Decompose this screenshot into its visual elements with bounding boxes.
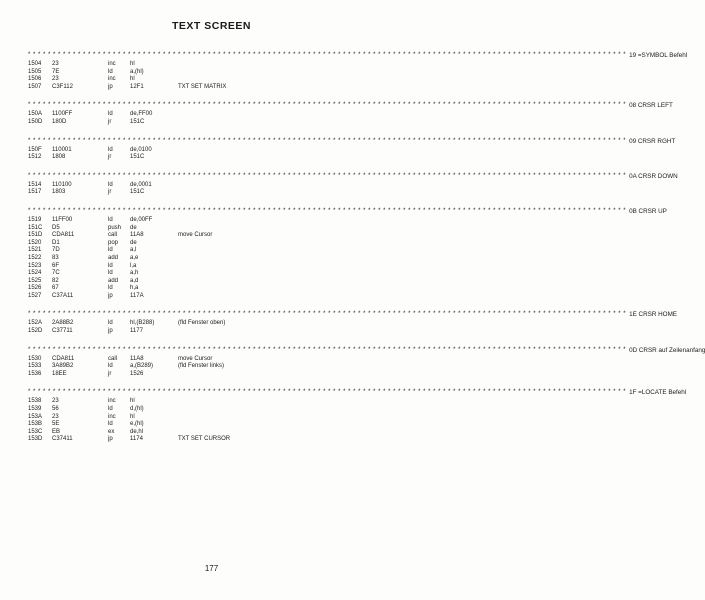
mnemonic-cell: inc [108,398,116,405]
mnemonic-cell: pop [108,239,119,246]
operand-cell: e,(hl) [130,421,144,428]
comment-cell [178,247,394,255]
address-cell: 1523 [28,262,42,269]
address-cell: 151C [28,224,43,231]
hex-bytes-cell: 1100FF [52,111,73,118]
mnemonic-cell: inc [108,61,116,67]
hex-bytes-cell: 82 [52,277,59,284]
address-cell: 1522 [28,254,42,261]
mnemonic-cell: inc [108,413,116,420]
mnemonic-cell: jr [108,370,112,377]
hex-bytes-cell: 110100 [52,181,72,188]
comment-cell [178,263,394,271]
code-line [28,285,394,293]
asterisk-rule: * * * * * * * * * * * * * * * * * * * * * * * * * * * * * * * * * * * * * * * * * * * * * * * * * * * * * * * * * * * * * * * * * * * * * * * * * * * * * * * * * * * * * * * * * * * * * * * * * * * * * * * * * * * * * * * * * * * * * * * * [28,102,627,109]
mnemonic-cell: inc [108,76,116,83]
section-label: 0B CRSR UP [629,207,667,215]
mnemonic-cell: jr [108,154,112,161]
comment-cell [178,406,394,414]
address-cell: 153B [28,421,43,428]
hex-bytes-cell: C37411 [52,436,73,443]
comment-cell: TXT SET CURSOR [178,436,231,443]
mnemonic-cell: jp [108,83,113,90]
code-line [28,371,394,379]
operand-cell: a,l [130,247,137,254]
code-line [28,154,394,162]
hex-bytes-cell: 1808 [52,154,66,161]
mnemonic-cell: ld [108,111,113,118]
comment-cell [178,371,394,379]
operand-cell: 1526 [130,370,144,377]
comment-cell: (fld Fenster oben) [178,320,226,327]
hex-bytes-cell: 1803 [52,189,66,196]
code-line [28,414,394,422]
hex-bytes-cell: EB [52,428,61,435]
address-cell: 1521 [28,247,42,254]
listing-section [28,100,673,126]
mnemonic-cell: ld [108,68,113,75]
operand-cell: de,hl [130,428,144,435]
comment-cell [178,217,394,225]
code-line [28,406,394,414]
section-label: 0A CRSR DOWN [629,172,678,180]
code-line [28,119,394,127]
hex-bytes-cell: 110001 [52,146,72,153]
hex-bytes-cell: 3A89B2 [52,363,74,370]
code-line [28,436,394,444]
mnemonic-cell: call [108,232,118,239]
operand-cell: hl [130,398,135,405]
mnemonic-cell: jp [108,292,113,299]
code-line [28,263,394,271]
code-line [28,147,394,155]
address-cell: 1507 [28,83,42,90]
operand-cell: h,a [130,285,139,292]
operand-cell: hl [130,413,135,420]
address-cell: 151D [28,232,43,239]
code-line [28,328,394,336]
operand-cell: l,a [130,262,137,269]
address-cell: 1517 [28,189,42,196]
hex-bytes-cell: 5E [52,421,60,428]
mnemonic-cell: jp [108,328,113,335]
operand-cell: 151C [130,189,145,196]
operand-cell: d,(hl) [130,406,144,413]
hex-bytes-cell: 23 [52,413,59,420]
mnemonic-cell: jr [108,189,112,196]
mnemonic-cell: ld [108,421,113,428]
section-label: 1E CRSR HOME [629,311,678,319]
mnemonic-cell: jp [108,436,113,443]
listing-section [28,309,678,335]
operand-cell: hl,(B288) [130,320,155,327]
address-cell: 153A [28,413,43,420]
code-line [28,421,394,429]
code-line [28,293,394,301]
comment-cell [178,421,394,429]
comment-cell: TXT SET MATRIX [178,83,227,90]
mnemonic-cell: ld [108,146,113,153]
comment-cell [178,61,394,69]
section-label: 0D CRSR auf Zeilenanfang [629,346,705,354]
operand-cell: 11A8 [130,355,144,362]
address-cell: 152D [28,328,43,335]
hex-bytes-cell: C37A11 [52,292,74,299]
mnemonic-cell: push [108,224,122,231]
hex-bytes-cell: D1 [52,239,60,246]
listing-section [28,171,678,197]
comment-cell: (fld Fenster links) [178,363,225,370]
page-title: TEXT SCREEN [171,20,251,32]
operand-cell: a,d [130,277,139,284]
comment-cell [178,429,394,437]
address-cell: 1504 [28,61,42,67]
address-cell: 1514 [28,181,42,188]
code-line [28,232,394,240]
operand-cell: 151C [130,154,145,161]
mnemonic-cell: ld [108,285,113,292]
mnemonic-cell: ld [108,247,113,254]
section-separator [28,309,678,320]
code-line [28,429,394,437]
comment-cell [178,189,394,197]
comment-cell [178,414,394,422]
comment-cell [178,285,394,293]
hex-bytes-cell: 56 [52,406,59,413]
operand-cell: de,00FF [130,216,153,223]
section-separator [28,387,687,398]
mnemonic-cell: call [108,355,118,362]
code-line [28,247,394,255]
section-separator [28,345,705,356]
asterisk-rule: * * * * * * * * * * * * * * * * * * * * * * * * * * * * * * * * * * * * * * * * * * * * * * * * * * * * * * * * * * * * * * * * * * * * * * * * * * * * * * * * * * * * * * * * * * * * * * * * * * * * * * * * * * * * * * * * * * * * * * * * [28,389,627,396]
hex-bytes-cell: 180D [52,118,67,125]
operand-cell: 11A8 [130,232,144,239]
comment-cell [178,270,394,278]
address-cell: 1530 [28,355,42,362]
listing-section [28,136,676,162]
asterisk-rule: * * * * * * * * * * * * * * * * * * * * * * * * * * * * * * * * * * * * * * * * * * * * * * * * * * * * * * * * * * * * * * * * * * * * * * * * * * * * * * * * * * * * * * * * * * * * * * * * * * * * * * * * * * * * * * * * * * * * * * * * [28,346,627,353]
code-line [28,182,394,190]
operand-cell: hl [130,76,135,83]
operand-cell: 1174 [130,436,143,443]
address-cell: 1533 [28,363,42,370]
mnemonic-cell: ld [108,406,113,413]
operand-cell: 1177 [130,328,143,335]
operand-cell: 151C [130,118,145,125]
comment-cell: move Cursor [178,355,213,362]
section-separator [28,136,676,147]
hex-bytes-cell: C3F112 [52,83,73,90]
code-line [28,225,394,233]
code-line [28,278,394,286]
listing-section [28,50,688,91]
mnemonic-cell: ld [108,270,113,277]
code-line [28,61,394,69]
comment-cell [178,293,394,301]
hex-bytes-cell: C37711 [52,328,73,335]
code-line [28,76,394,84]
operand-cell: a,h [130,270,139,277]
comment-cell [178,255,394,263]
hex-bytes-cell: 7E [52,68,60,75]
address-cell: 1526 [28,285,42,292]
mnemonic-cell: jr [108,118,112,125]
section-label: 1F =LOCATE Befehl [629,389,687,397]
operand-cell: 12F1 [130,83,144,90]
address-cell: 150A [28,111,43,118]
hex-bytes-cell: 11FF00 [52,216,73,223]
address-cell: 1519 [28,216,42,223]
address-cell: 152A [28,320,43,327]
operand-cell: a,e [130,254,139,261]
comment-cell [178,154,394,162]
mnemonic-cell: ld [108,320,113,327]
code-line [28,270,394,278]
operand-cell: de,0100 [130,146,152,153]
address-cell: 1524 [28,270,42,277]
comment-cell [178,240,394,248]
address-cell: 150F [28,146,42,153]
mnemonic-cell: ex [108,428,115,435]
operand-cell: de [130,224,137,231]
section-separator [28,100,673,111]
operand-cell: de [130,239,137,246]
address-cell: 1538 [28,398,42,405]
listing-section [28,206,667,301]
hex-bytes-cell: 2A88B2 [52,320,74,327]
comment-cell: move Cursor [178,232,213,239]
section-label: 09 CRSR RGHT [629,137,676,145]
section-label: 19 =SYMBOL Befehl [629,52,688,59]
asterisk-rule: * * * * * * * * * * * * * * * * * * * * * * * * * * * * * * * * * * * * * * * * * * * * * * * * * * * * * * * * * * * * * * * * * * * * * * * * * * * * * * * * * * * * * * * * * * * * * * * * * * * * * * * * * * * * * * * * * * * * * * * * [28,137,627,144]
address-cell: 1539 [28,406,42,413]
address-cell: 150D [28,118,43,125]
asterisk-rule: * * * * * * * * * * * * * * * * * * * * * * * * * * * * * * * * * * * * * * * * * * * * * * * * * * * * * * * * * * * * * * * * * * * * * * * * * * * * * * * * * * * * * * * * * * * * * * * * * * * * * * * * * * * * * * * * * * * * * * * * [28,52,627,58]
hex-bytes-cell: 83 [52,254,59,261]
comment-cell [178,69,394,77]
operand-cell: a,(B289) [130,363,154,370]
hex-bytes-cell: 23 [52,61,59,67]
hex-bytes-cell: 67 [52,285,59,292]
hex-bytes-cell: 7C [52,270,60,277]
comment-cell [178,147,394,155]
hex-bytes-cell: CDA811 [52,355,75,362]
mnemonic-cell: ld [108,363,113,370]
code-line [28,356,394,364]
mnemonic-cell: ld [108,262,113,269]
hex-bytes-cell: 18EE [52,370,67,377]
address-cell: 153C [28,428,43,435]
operand-cell: hl [130,61,135,67]
code-line [28,217,394,225]
section-separator [28,50,688,61]
assembly-listing [28,50,705,453]
code-line [28,189,394,197]
hex-bytes-cell: 23 [52,76,59,83]
section-separator [28,206,667,217]
comment-cell [178,182,394,190]
code-line [28,69,394,77]
comment-cell [178,111,394,119]
code-line [28,255,394,263]
operand-cell: de,0001 [130,181,152,188]
section-separator [28,171,678,182]
address-cell: 1536 [28,370,42,377]
code-line [28,240,394,248]
hex-bytes-cell: 7D [52,247,60,254]
mnemonic-cell: add [108,254,119,261]
address-cell: 1520 [28,239,42,246]
mnemonic-cell: add [108,277,119,284]
address-cell: 1505 [28,68,42,75]
address-cell: 1506 [28,76,42,83]
hex-bytes-cell: 6F [52,262,60,269]
address-cell: 153D [28,436,43,443]
code-line [28,84,394,92]
section-label: 08 CRSR LEFT [629,102,673,110]
code-line [28,398,394,406]
code-line [28,111,394,119]
comment-cell [178,76,394,84]
hex-bytes-cell: CDA811 [52,232,75,239]
comment-cell [178,398,394,406]
comment-cell [178,328,394,336]
address-cell: 1525 [28,277,42,284]
hex-bytes-cell: 23 [52,398,59,405]
page-number: 177 [204,564,219,573]
mnemonic-cell: ld [108,216,113,223]
mnemonic-cell: ld [108,181,113,188]
comment-cell [178,225,394,233]
asterisk-rule: * * * * * * * * * * * * * * * * * * * * * * * * * * * * * * * * * * * * * * * * * * * * * * * * * * * * * * * * * * * * * * * * * * * * * * * * * * * * * * * * * * * * * * * * * * * * * * * * * * * * * * * * * * * * * * * * * * * * * * * * [28,207,627,214]
asterisk-rule: * * * * * * * * * * * * * * * * * * * * * * * * * * * * * * * * * * * * * * * * * * * * * * * * * * * * * * * * * * * * * * * * * * * * * * * * * * * * * * * * * * * * * * * * * * * * * * * * * * * * * * * * * * * * * * * * * * * * * * * * [28,172,627,179]
code-line [28,363,394,371]
address-cell: 1527 [28,292,42,299]
operand-cell: de,FF00 [130,111,153,118]
comment-cell [178,119,394,127]
operand-cell: a,(hl) [130,68,144,75]
hex-bytes-cell: D5 [52,224,60,231]
address-cell: 1512 [28,154,42,161]
listing-section [28,387,687,444]
operand-cell: 117A [130,292,144,299]
listing-section [28,345,705,379]
asterisk-rule: * * * * * * * * * * * * * * * * * * * * * * * * * * * * * * * * * * * * * * * * * * * * * * * * * * * * * * * * * * * * * * * * * * * * * * * * * * * * * * * * * * * * * * * * * * * * * * * * * * * * * * * * * * * * * * * * * * * * * * * * [28,311,627,318]
comment-cell [178,278,394,286]
code-line [28,320,394,328]
